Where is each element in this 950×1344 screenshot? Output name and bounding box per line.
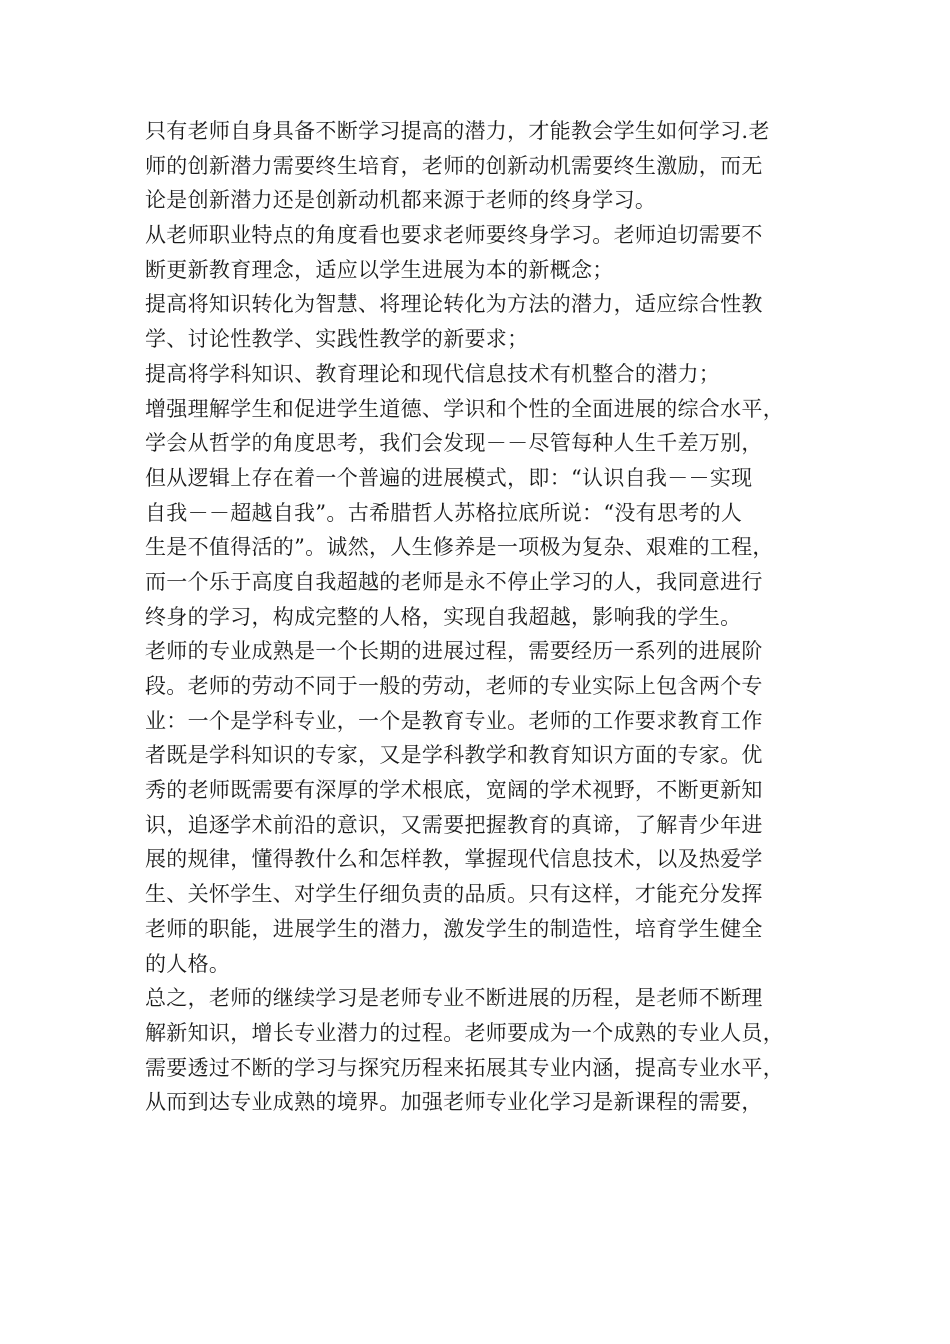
text-line: 的人格。 (145, 951, 231, 976)
text-line: 但从逻辑上存在着一个普遍的进展模式，即：“认识自我－－实现 (145, 465, 753, 490)
text-line: 老师的专业成熟是一个长期的进展过程，需要经历一系列的进展阶 (145, 639, 763, 664)
text-line: 需要透过不断的学习与探究历程来拓展其专业内涵，提高专业水平， (145, 1055, 784, 1080)
text-line: 增强理解学生和促进学生道德、学识和个性的全面进展的综合水平， (145, 396, 784, 421)
text-line: 识，追逐学术前沿的意识，又需要把握教育的真谛，了解青少年进 (145, 812, 763, 837)
text-line: 解新知识，增长专业潜力的过程。老师要成为一个成熟的专业人员， (145, 1020, 784, 1045)
body-text (145, 114, 815, 1120)
text-line: 自我－－超越自我”。古希腊哲人苏格拉底所说：“没有思考的人 (145, 500, 743, 525)
text-line: 终身的学习，构成完整的人格，实现自我超越，影响我的学生。 (145, 604, 742, 629)
text-line: 提高将学科知识、教育理论和现代信息技术有机整合的潜力； (145, 361, 721, 386)
text-line: 从而到达专业成熟的境界。加强老师专业化学习是新课程的需要， (145, 1090, 763, 1115)
text-line: 学会从哲学的角度思考，我们会发现－－尽管每种人生千差万别， (145, 431, 763, 456)
text-line: 学、讨论性教学、实践性教学的新要求； (145, 327, 529, 352)
text-line: 总之，老师的继续学习是老师专业不断进展的历程，是老师不断理 (145, 986, 763, 1011)
text-line: 秀的老师既需要有深厚的学术根底，宽阔的学术视野，不断更新知 (145, 778, 763, 803)
text-line: 展的规律，懂得教什么和怎样教，掌握现代信息技术，以及热爱学 (145, 847, 763, 872)
text-line: 而一个乐于高度自我超越的老师是永不停止学习的人，我同意进行 (145, 569, 763, 594)
text-line: 老师的职能，进展学生的潜力，激发学生的制造性，培育学生健全 (145, 916, 763, 941)
text-line: 段。老师的劳动不同于一般的劳动，老师的专业实际上包含两个专 (145, 674, 763, 698)
text-line: 师的创新潜力需要终生培育，老师的创新动机需要终生激励，而无 (145, 153, 763, 178)
text-line: 只有老师自身具备不断学习提高的潜力，才能教会学生如何学习.老 (145, 119, 770, 143)
text-line: 生是不值得活的”。诚然，人生修养是一项极为复杂、艰难的工程， (145, 535, 774, 560)
text-line: 断更新教育理念，适应以学生进展为本的新概念； (145, 257, 614, 282)
text-line: 论是创新潜力还是创新动机都来源于老师的终身学习。 (145, 188, 657, 213)
text-line: 者既是学科知识的专家，又是学科教学和教育知识方面的专家。优 (145, 743, 763, 768)
text-line: 提高将知识转化为智慧、将理论转化为方法的潜力，适应综合性教 (145, 292, 763, 317)
text-line: 从老师职业特点的角度看也要求老师要终身学习。老师迫切需要不 (145, 223, 763, 248)
text-line: 生、关怀学生、对学生仔细负责的品质。只有这样，才能充分发挥 (145, 882, 763, 907)
text-line: 业：一个是学科专业，一个是教育专业。老师的工作要求教育工作 (145, 708, 763, 733)
